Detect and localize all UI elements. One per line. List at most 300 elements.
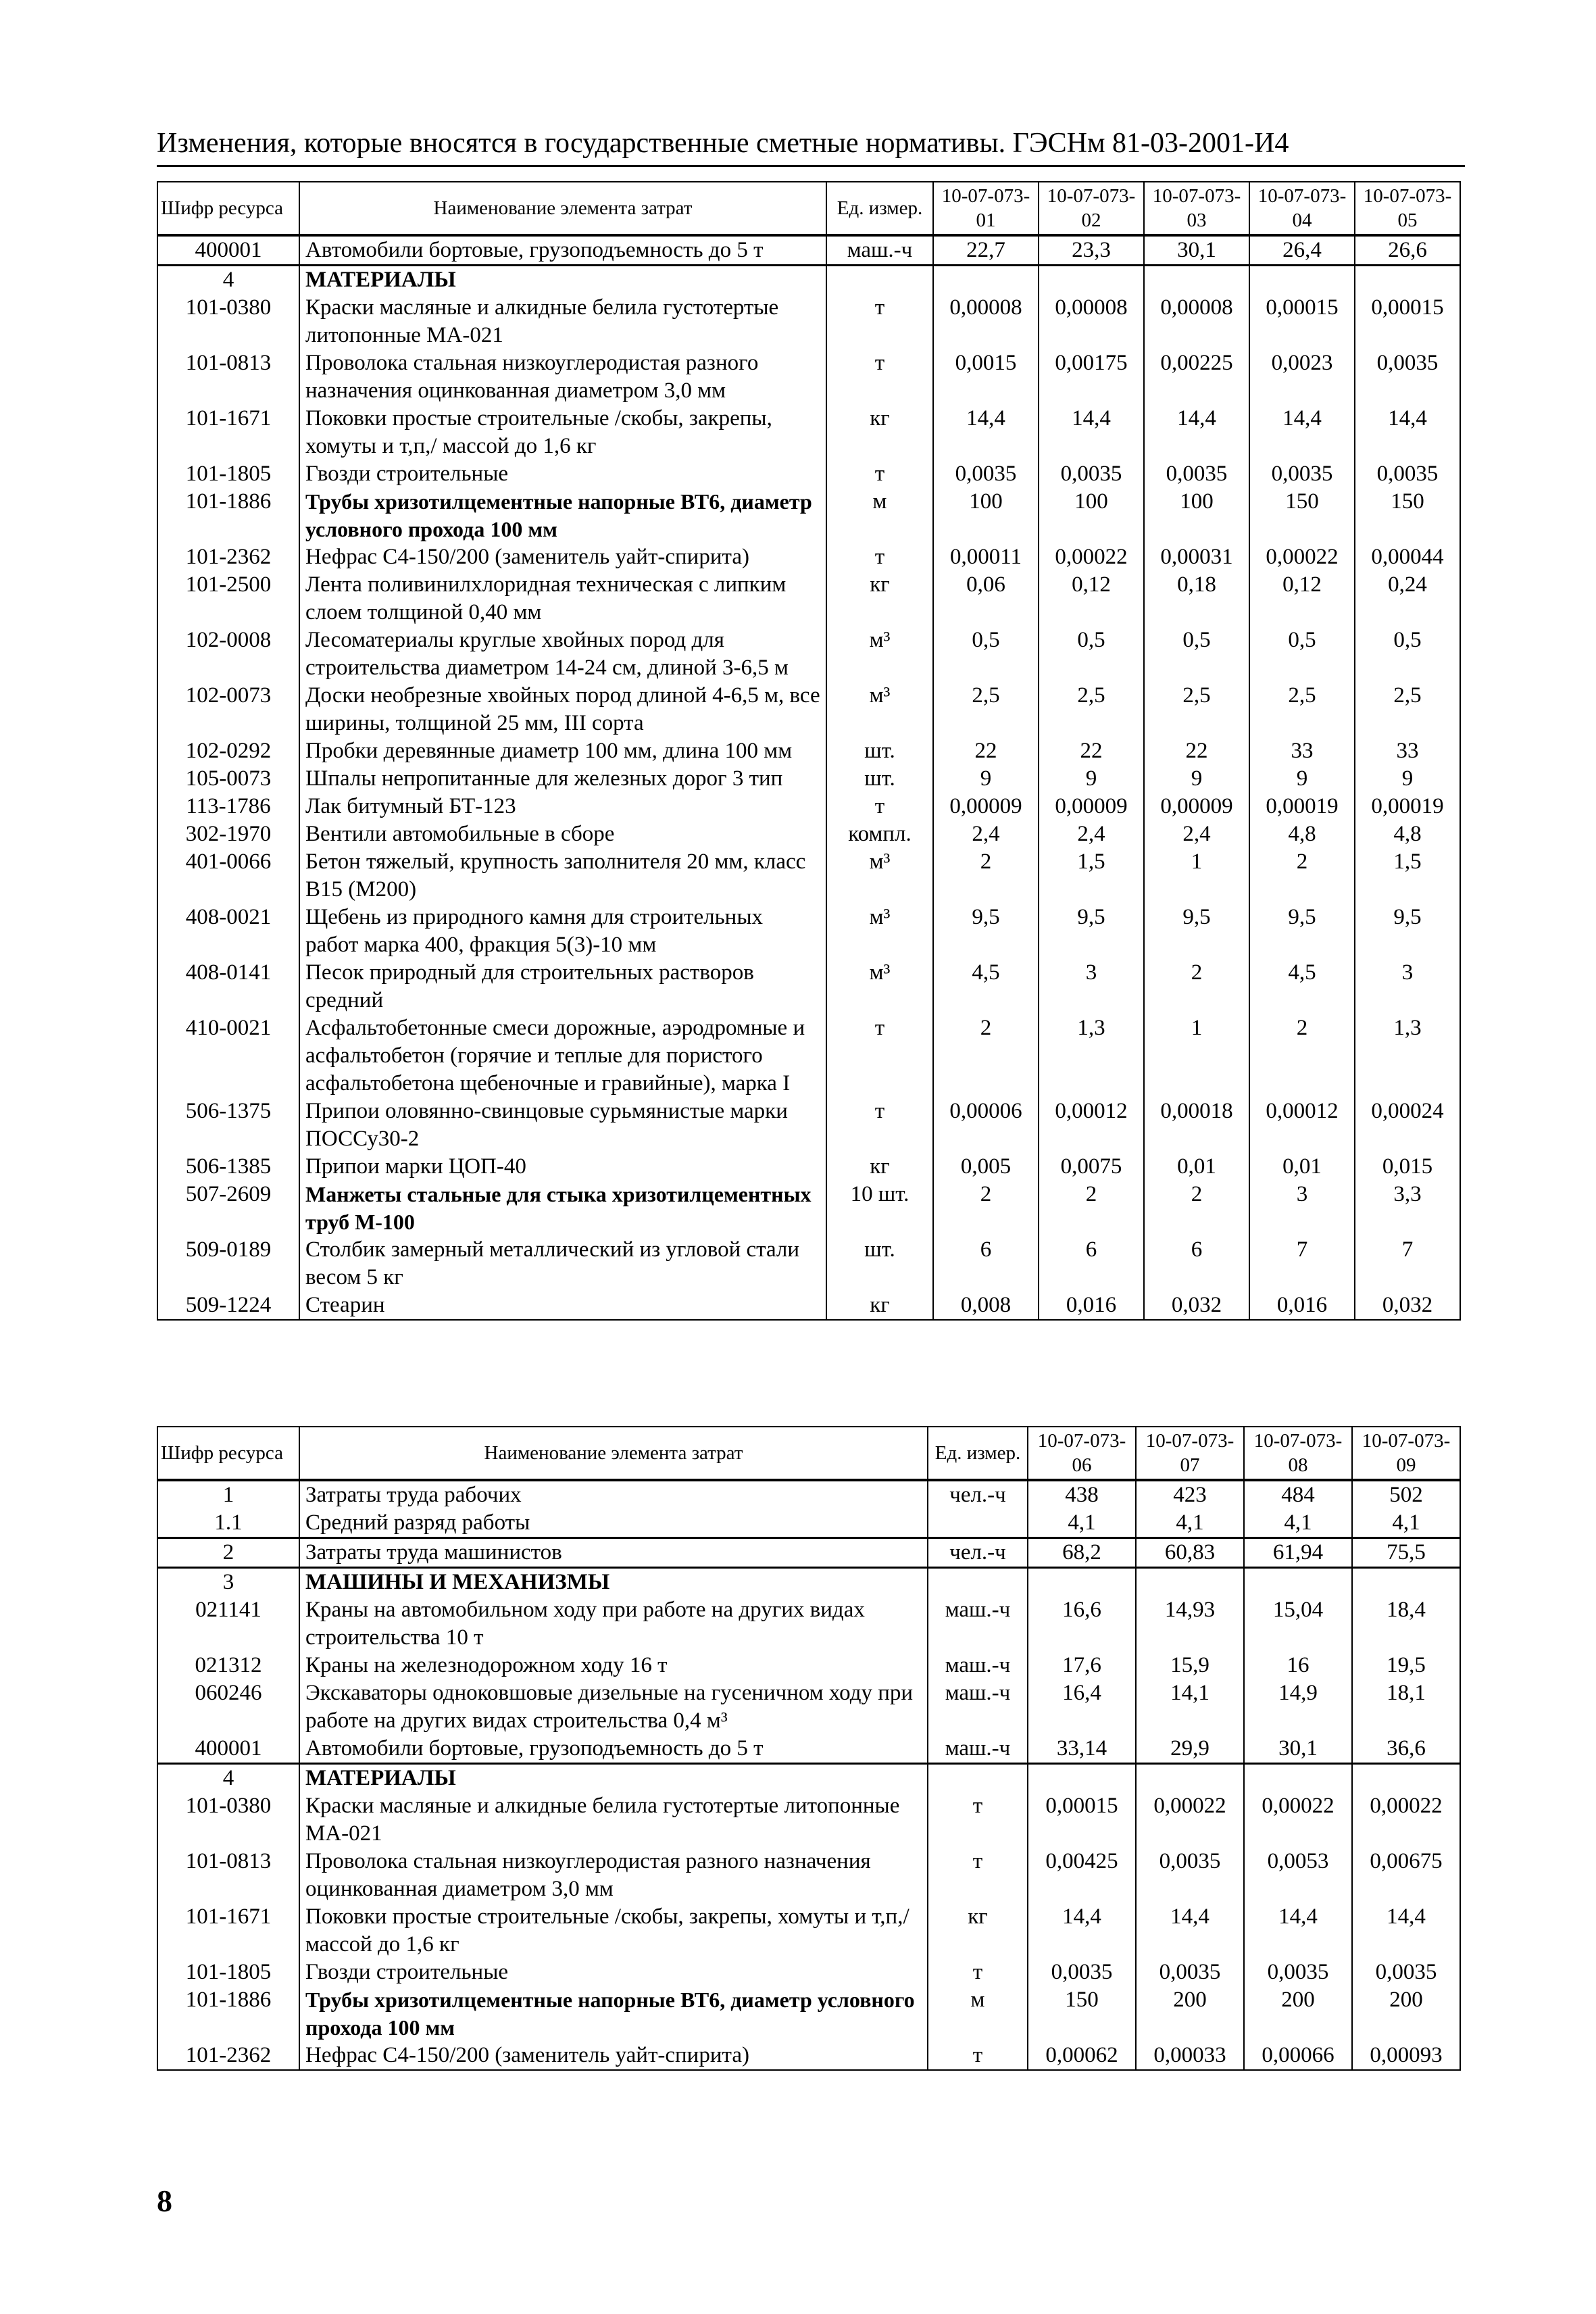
norm-value: 22,7	[933, 235, 1039, 266]
norm-value: 15,04	[1244, 1596, 1352, 1652]
unit-of-measure: кг	[826, 405, 933, 460]
norm-value: 0,5	[1039, 626, 1144, 682]
table-row	[157, 235, 1460, 266]
col-header-unit: Ед. измер.	[826, 182, 933, 235]
table-row	[157, 405, 1460, 460]
norm-value: 0,00425	[1028, 1848, 1136, 1903]
cost-element-name: Щебень из природного камня для строительных работ марка 400, фракция 5(3)-10 мм	[299, 904, 826, 959]
table-row	[157, 1652, 1460, 1679]
norm-value: 0,00022	[1244, 1792, 1352, 1848]
norm-value	[1244, 1764, 1352, 1793]
resource-code: 101-0813	[157, 349, 299, 405]
norm-value: 0,00024	[1355, 1098, 1460, 1153]
col-header-norm: 10-07-073-05	[1355, 182, 1460, 235]
norm-value: 9,5	[933, 904, 1039, 959]
cost-element-name: Лесоматериалы круглые хвойных пород для строительства диаметром 14-24 см, длиной 3-6,5 м	[299, 626, 826, 682]
cost-element-name: МАТЕРИАЛЫ	[299, 1764, 928, 1793]
norm-value	[1355, 266, 1460, 295]
col-header-code: Шифр ресурса	[157, 1427, 299, 1480]
table-row	[157, 1098, 1460, 1153]
norm-value: 0,00015	[1249, 294, 1355, 349]
col-header-name: Наименование элемента затрат	[299, 1427, 928, 1480]
table-row	[157, 1959, 1460, 1986]
table-row	[157, 737, 1460, 765]
norm-value: 0,0035	[933, 460, 1039, 488]
table-row	[157, 1568, 1460, 1597]
norm-value: 26,4	[1249, 235, 1355, 266]
cost-element-name: Краски масляные и алкидные белила густотертые литопонные МА-021	[299, 1792, 928, 1848]
norm-value: 0,5	[933, 626, 1039, 682]
norm-value: 0,00031	[1144, 543, 1249, 571]
table-row	[157, 1153, 1460, 1181]
unit-of-measure: шт.	[826, 737, 933, 765]
norm-value: 2	[933, 1181, 1039, 1236]
cost-element-name: Нефрас С4-150/200 (заменитель уайт-спирита)	[299, 543, 826, 571]
unit-of-measure: маш.-ч	[928, 1596, 1028, 1652]
norm-value: 22	[1039, 737, 1144, 765]
col-header-norm: 10-07-073-01	[933, 182, 1039, 235]
unit-of-measure: маш.-ч	[928, 1679, 1028, 1735]
norm-value: 0,008	[933, 1291, 1039, 1320]
norm-value: 0,00006	[933, 1098, 1039, 1153]
resource-code: 408-0021	[157, 904, 299, 959]
table-row	[157, 1236, 1460, 1291]
resource-code: 102-0292	[157, 737, 299, 765]
unit-of-measure: маш.-ч	[826, 235, 933, 266]
norm-value: 200	[1244, 1986, 1352, 2042]
resource-code: 105-0073	[157, 765, 299, 793]
unit-of-measure: чел.-ч	[928, 1538, 1028, 1568]
resource-code: 021141	[157, 1596, 299, 1652]
norm-value: 0,00018	[1144, 1098, 1249, 1153]
norm-value: 14,4	[1355, 405, 1460, 460]
resource-code: 101-1671	[157, 405, 299, 460]
unit-of-measure	[928, 1568, 1028, 1597]
norm-value: 0,00011	[933, 543, 1039, 571]
norm-value: 0,00022	[1039, 543, 1144, 571]
cost-element-name: Средний разряд работы	[299, 1509, 928, 1538]
norm-value: 0,12	[1039, 571, 1144, 626]
resource-code: 3	[157, 1568, 299, 1597]
norm-value: 17,6	[1028, 1652, 1136, 1679]
norm-value: 2,4	[933, 820, 1039, 848]
resource-code: 021312	[157, 1652, 299, 1679]
cost-element-name: Проволока стальная низкоуглеродистая разного назначения оцинкованная диаметром 3,0 мм	[299, 1848, 928, 1903]
norm-value: 100	[1039, 488, 1144, 543]
cost-element-name: Поковки простые строительные /скобы, закрепы, хомуты и т,п,/ массой до 1,6 кг	[299, 1903, 928, 1959]
norm-value: 61,94	[1244, 1538, 1352, 1568]
norm-value: 0,0035	[1352, 1959, 1460, 1986]
unit-of-measure: т	[928, 1959, 1028, 1986]
norm-value: 1	[1144, 848, 1249, 904]
table-row	[157, 543, 1460, 571]
norm-value: 7	[1249, 1236, 1355, 1291]
cost-element-name: Столбик замерный металлический из угловой стали весом 5 кг	[299, 1236, 826, 1291]
norm-value: 9,5	[1249, 904, 1355, 959]
norm-value: 0,00225	[1144, 349, 1249, 405]
norm-value: 0,00008	[933, 294, 1039, 349]
table-row	[157, 2042, 1460, 2070]
col-header-norm: 10-07-073-04	[1249, 182, 1355, 235]
unit-of-measure: кг	[928, 1903, 1028, 1959]
unit-of-measure: т	[826, 1014, 933, 1098]
table-row	[157, 1792, 1460, 1848]
norm-value: 15,9	[1136, 1652, 1244, 1679]
resource-code: 1.1	[157, 1509, 299, 1538]
norm-value: 0,0035	[1355, 349, 1460, 405]
cost-element-name: Затраты труда рабочих	[299, 1480, 928, 1509]
norm-value: 2	[933, 1014, 1039, 1098]
resource-code: 401-0066	[157, 848, 299, 904]
norm-value: 0,0075	[1039, 1153, 1144, 1181]
norm-value: 33	[1355, 737, 1460, 765]
cost-element-name: Трубы хризотилцементные напорные ВТ6, диаметр условного прохода 100 мм	[299, 1986, 928, 2042]
cost-element-name: Припои оловянно-свинцовые сурьмянистые марки ПОССу30-2	[299, 1098, 826, 1153]
resource-code: 400001	[157, 235, 299, 266]
norm-value: 0,0053	[1244, 1848, 1352, 1903]
norm-value: 14,4	[1039, 405, 1144, 460]
norm-value: 2	[1144, 1181, 1249, 1236]
table-row	[157, 571, 1460, 626]
table-row	[157, 1014, 1460, 1098]
norm-value: 0,0023	[1249, 349, 1355, 405]
norm-value: 29,9	[1136, 1735, 1244, 1764]
norm-value: 0,016	[1249, 1291, 1355, 1320]
norm-value: 0,00015	[1355, 294, 1460, 349]
norm-value	[1136, 1764, 1244, 1793]
norm-value: 9	[933, 765, 1039, 793]
norm-value: 423	[1136, 1480, 1244, 1509]
unit-of-measure: м³	[826, 626, 933, 682]
norm-value: 0,00175	[1039, 349, 1144, 405]
col-header-norm: 10-07-073-02	[1039, 182, 1144, 235]
col-header-name: Наименование элемента затрат	[299, 182, 826, 235]
norm-value: 14,4	[933, 405, 1039, 460]
norm-value: 3	[1249, 1181, 1355, 1236]
table-row	[157, 1181, 1460, 1236]
unit-of-measure: кг	[826, 1153, 933, 1181]
unit-of-measure: кг	[826, 1291, 933, 1320]
norm-value: 0,00675	[1352, 1848, 1460, 1903]
resource-code: 410-0021	[157, 1014, 299, 1098]
norm-value: 9	[1144, 765, 1249, 793]
norm-value: 150	[1249, 488, 1355, 543]
norm-value: 0,00009	[1039, 793, 1144, 820]
table-row	[157, 266, 1460, 295]
unit-of-measure: м³	[826, 682, 933, 737]
resource-code: 060246	[157, 1679, 299, 1735]
norm-value: 0,0035	[1144, 460, 1249, 488]
norm-value: 16,4	[1028, 1679, 1136, 1735]
unit-of-measure: т	[826, 294, 933, 349]
norm-value: 16	[1244, 1652, 1352, 1679]
norm-value	[1144, 266, 1249, 295]
norm-value: 0,0015	[933, 349, 1039, 405]
resource-code: 400001	[157, 1735, 299, 1764]
norm-value: 0,0035	[1039, 460, 1144, 488]
norm-value: 2	[933, 848, 1039, 904]
cost-element-name: Краны на железнодорожном ходу 16 т	[299, 1652, 928, 1679]
norm-value: 2,5	[1039, 682, 1144, 737]
norm-value	[1028, 1764, 1136, 1793]
norm-value	[1028, 1568, 1136, 1597]
norm-value: 0,0035	[1028, 1959, 1136, 1986]
unit-of-measure: т	[826, 1098, 933, 1153]
cost-element-name: Трубы хризотилцементные напорные ВТ6, диаметр условного прохода 100 мм	[299, 488, 826, 543]
cost-element-name: Пробки деревянные диаметр 100 мм, длина 100 мм	[299, 737, 826, 765]
norm-value: 100	[933, 488, 1039, 543]
norm-value: 75,5	[1352, 1538, 1460, 1568]
col-header-norm: 10-07-073-09	[1352, 1427, 1460, 1480]
norm-value: 9,5	[1144, 904, 1249, 959]
cost-element-name: Автомобили бортовые, грузоподъемность до 5 т	[299, 235, 826, 266]
resource-code: 4	[157, 1764, 299, 1793]
cost-element-name: Нефрас С4-150/200 (заменитель уайт-спирита)	[299, 2042, 928, 2070]
norm-value: 18,1	[1352, 1679, 1460, 1735]
norm-value: 6	[1039, 1236, 1144, 1291]
table-row	[157, 1764, 1460, 1793]
cost-element-name: Затраты труда машинистов	[299, 1538, 928, 1568]
resource-code: 1	[157, 1480, 299, 1509]
norm-value: 4,1	[1244, 1509, 1352, 1538]
norm-value: 3	[1039, 959, 1144, 1014]
table-header-row	[157, 182, 1460, 235]
col-header-code: Шифр ресурса	[157, 182, 299, 235]
norm-value: 0,00019	[1355, 793, 1460, 820]
table-row	[157, 793, 1460, 820]
resource-code: 101-2362	[157, 2042, 299, 2070]
norm-value: 3	[1355, 959, 1460, 1014]
norm-value: 4,1	[1028, 1509, 1136, 1538]
unit-of-measure: т	[928, 2042, 1028, 2070]
table-body	[157, 235, 1460, 1320]
norm-value: 0,12	[1249, 571, 1355, 626]
cost-element-name: Гвозди строительные	[299, 1959, 928, 1986]
norm-value: 0,00008	[1039, 294, 1144, 349]
norm-value: 1,3	[1355, 1014, 1460, 1098]
norm-value: 30,1	[1144, 235, 1249, 266]
col-header-norm: 10-07-073-08	[1244, 1427, 1352, 1480]
norm-value: 4,1	[1136, 1509, 1244, 1538]
norm-value: 2,4	[1039, 820, 1144, 848]
cost-element-name: Лак битумный БТ-123	[299, 793, 826, 820]
norm-value: 0,016	[1039, 1291, 1144, 1320]
norm-value: 484	[1244, 1480, 1352, 1509]
norm-value	[1039, 266, 1144, 295]
resource-code: 506-1385	[157, 1153, 299, 1181]
unit-of-measure: чел.-ч	[928, 1480, 1028, 1509]
norm-value: 2	[1249, 848, 1355, 904]
unit-of-measure: м³	[826, 904, 933, 959]
norm-value: 200	[1136, 1986, 1244, 2042]
resource-code: 101-1671	[157, 1903, 299, 1959]
resource-code: 101-1805	[157, 1959, 299, 1986]
norm-value: 60,83	[1136, 1538, 1244, 1568]
page-header: Изменения, которые вносятся в государственные сметные нормативы. ГЭСНм 81-03-2001-И4	[157, 126, 1465, 167]
norm-value: 150	[1028, 1986, 1136, 2042]
norm-value: 18,4	[1352, 1596, 1460, 1652]
table-row	[157, 1903, 1460, 1959]
col-header-unit: Ед. измер.	[928, 1427, 1028, 1480]
norm-value: 6	[1144, 1236, 1249, 1291]
unit-of-measure: шт.	[826, 765, 933, 793]
norm-value	[1249, 266, 1355, 295]
norm-value: 14,4	[1244, 1903, 1352, 1959]
norm-value: 0,01	[1249, 1153, 1355, 1181]
norm-value: 68,2	[1028, 1538, 1136, 1568]
resource-code: 509-0189	[157, 1236, 299, 1291]
norm-value: 200	[1352, 1986, 1460, 2042]
cost-element-name: Краны на автомобильном ходу при работе на других видах строительства 10 т	[299, 1596, 928, 1652]
norm-value: 22	[933, 737, 1039, 765]
cost-element-name: Поковки простые строительные /скобы, закрепы, хомуты и т,п,/ массой до 1,6 кг	[299, 405, 826, 460]
resource-code: 101-0813	[157, 1848, 299, 1903]
unit-of-measure: т	[928, 1848, 1028, 1903]
norm-value: 0,00015	[1028, 1792, 1136, 1848]
unit-of-measure	[928, 1764, 1028, 1793]
cost-element-name: Краски масляные и алкидные белила густотертые литопонные МА-021	[299, 294, 826, 349]
resource-code: 2	[157, 1538, 299, 1568]
unit-of-measure	[928, 1509, 1028, 1538]
norm-value: 4,1	[1352, 1509, 1460, 1538]
norm-value: 0,00012	[1249, 1098, 1355, 1153]
table-row	[157, 1509, 1460, 1538]
cost-element-name: Песок природный для строительных растворов средний	[299, 959, 826, 1014]
resource-code: 101-2500	[157, 571, 299, 626]
unit-of-measure: т	[826, 349, 933, 405]
unit-of-measure: компл.	[826, 820, 933, 848]
cost-element-name: Стеарин	[299, 1291, 826, 1320]
norm-value: 7	[1355, 1236, 1460, 1291]
table-row	[157, 488, 1460, 543]
table-row	[157, 682, 1460, 737]
table-row	[157, 848, 1460, 904]
col-header-norm: 10-07-073-03	[1144, 182, 1249, 235]
table-row	[157, 765, 1460, 793]
norm-value: 9	[1039, 765, 1144, 793]
table-row	[157, 959, 1460, 1014]
unit-of-measure	[826, 266, 933, 295]
norm-value: 4,8	[1355, 820, 1460, 848]
cost-element-name: Вентили автомобильные в сборе	[299, 820, 826, 848]
norm-value: 502	[1352, 1480, 1460, 1509]
unit-of-measure: т	[826, 543, 933, 571]
norm-value: 0,5	[1249, 626, 1355, 682]
table-header-row	[157, 1427, 1460, 1480]
norm-value: 0,00093	[1352, 2042, 1460, 2070]
resource-code: 507-2609	[157, 1181, 299, 1236]
norm-value: 14,1	[1136, 1679, 1244, 1735]
norm-value: 0,032	[1355, 1291, 1460, 1320]
norm-value	[933, 266, 1039, 295]
norm-value: 0,00022	[1249, 543, 1355, 571]
cost-element-name: Асфальтобетонные смеси дорожные, аэродромные и асфальтобетон (горячие и теплые для пористого асфальтобетона щебеночные и гравийные), марка I	[299, 1014, 826, 1098]
cost-element-name: МАТЕРИАЛЫ	[299, 266, 826, 295]
unit-of-measure: м³	[826, 959, 933, 1014]
cost-element-name: Бетон тяжелый, крупность заполнителя 20 мм, класс В15 (М200)	[299, 848, 826, 904]
norm-value: 0,00066	[1244, 2042, 1352, 2070]
norm-value: 14,4	[1144, 405, 1249, 460]
unit-of-measure: м	[928, 1986, 1028, 2042]
norm-value: 16,6	[1028, 1596, 1136, 1652]
unit-of-measure: т	[826, 460, 933, 488]
table-row	[157, 1291, 1460, 1320]
table-row	[157, 904, 1460, 959]
resource-code: 101-0380	[157, 1792, 299, 1848]
cost-element-name: Гвозди строительные	[299, 460, 826, 488]
table-row	[157, 1735, 1460, 1764]
norm-value: 2,4	[1144, 820, 1249, 848]
norm-value: 0,032	[1144, 1291, 1249, 1320]
norm-value: 9,5	[1355, 904, 1460, 959]
table-row	[157, 1538, 1460, 1568]
col-header-norm: 10-07-073-06	[1028, 1427, 1136, 1480]
norm-value: 2,5	[1144, 682, 1249, 737]
norm-value: 438	[1028, 1480, 1136, 1509]
table-row	[157, 626, 1460, 682]
norm-value: 4,5	[1249, 959, 1355, 1014]
norm-value: 23,3	[1039, 235, 1144, 266]
norm-value: 0,015	[1355, 1153, 1460, 1181]
cost-element-name: Автомобили бортовые, грузоподъемность до 5 т	[299, 1735, 928, 1764]
norm-value: 1,5	[1039, 848, 1144, 904]
norm-value: 14,93	[1136, 1596, 1244, 1652]
norm-value: 0,00062	[1028, 2042, 1136, 2070]
norm-value: 0,00033	[1136, 2042, 1244, 2070]
norm-value: 0,0035	[1136, 1959, 1244, 1986]
norm-value: 0,00009	[933, 793, 1039, 820]
resource-code: 102-0008	[157, 626, 299, 682]
norm-value: 0,01	[1144, 1153, 1249, 1181]
resource-code: 302-1970	[157, 820, 299, 848]
norm-value: 150	[1355, 488, 1460, 543]
unit-of-measure: шт.	[826, 1236, 933, 1291]
norm-value: 30,1	[1244, 1735, 1352, 1764]
norms-table-1	[157, 181, 1461, 1321]
norm-value: 9,5	[1039, 904, 1144, 959]
resource-code: 4	[157, 266, 299, 295]
norm-value: 36,6	[1352, 1735, 1460, 1764]
norm-value: 14,4	[1028, 1903, 1136, 1959]
norm-value: 0,06	[933, 571, 1039, 626]
norm-value: 0,00008	[1144, 294, 1249, 349]
resource-code: 506-1375	[157, 1098, 299, 1153]
norm-value: 14,9	[1244, 1679, 1352, 1735]
unit-of-measure: м	[826, 488, 933, 543]
norm-value: 14,4	[1352, 1903, 1460, 1959]
resource-code: 101-2362	[157, 543, 299, 571]
norm-value: 4,8	[1249, 820, 1355, 848]
table-row	[157, 1596, 1460, 1652]
norm-value: 0,00009	[1144, 793, 1249, 820]
table-row	[157, 1986, 1460, 2042]
norms-table-2	[157, 1426, 1461, 2071]
resource-code: 101-0380	[157, 294, 299, 349]
norm-value: 33,14	[1028, 1735, 1136, 1764]
table-body	[157, 1480, 1460, 2070]
unit-of-measure: т	[928, 1792, 1028, 1848]
norm-value: 100	[1144, 488, 1249, 543]
resource-code: 509-1224	[157, 1291, 299, 1320]
norm-value: 0,5	[1144, 626, 1249, 682]
unit-of-measure: кг	[826, 571, 933, 626]
norm-value: 0,00012	[1039, 1098, 1144, 1153]
norm-value: 14,4	[1136, 1903, 1244, 1959]
norm-value: 0,00022	[1352, 1792, 1460, 1848]
norm-value: 19,5	[1352, 1652, 1460, 1679]
norm-value: 0,00019	[1249, 793, 1355, 820]
table-row	[157, 294, 1460, 349]
